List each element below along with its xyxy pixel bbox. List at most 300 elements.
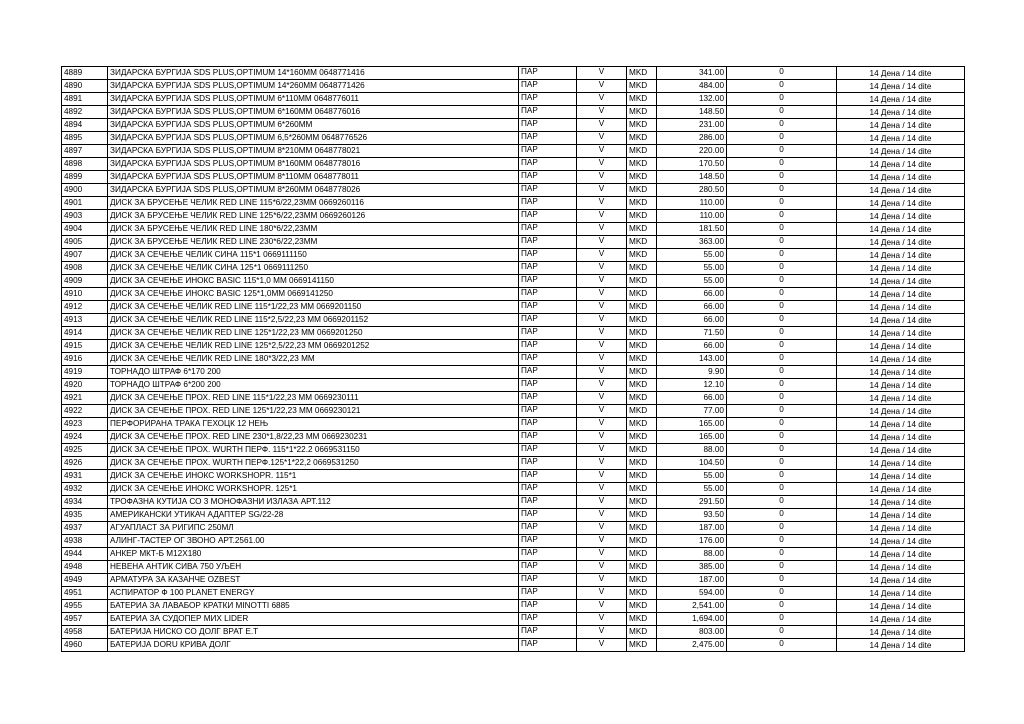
item-code: 4920 [62,379,108,392]
item-price: 66.00 [657,392,727,405]
item-quantity: 0 [727,405,837,418]
item-flag: V [577,184,627,197]
item-price: 143.00 [657,353,727,366]
item-currency: MKD [627,353,657,366]
item-price: 104.50 [657,457,727,470]
item-price: 363.00 [657,236,727,249]
item-code: 4910 [62,288,108,301]
item-code: 4932 [62,483,108,496]
item-name: ДИСК ЗА СЕЧЕЊЕ ПРОХ. WURTH ПЕРФ. 115*1*22.2 0669531150 [108,444,519,457]
item-delivery-term: 14 Дена / 14 dite [837,184,965,197]
item-flag: V [577,301,627,314]
item-code: 4938 [62,535,108,548]
table-body [62,67,965,652]
item-unit: ПАР [519,366,577,379]
table-row [62,314,965,327]
item-name: ТОРНАДО ШТРАФ 6*170 200 [108,366,519,379]
item-delivery-term: 14 Дена / 14 dite [837,106,965,119]
item-name: ДИСК ЗА СЕЧЕЊЕ ЧЕЛИК RED LINE 115*2,5/22,23 ММ 0669201152 [108,314,519,327]
item-delivery-term: 14 Дена / 14 dite [837,587,965,600]
item-code: 4960 [62,639,108,652]
item-name: ЗИДАРСКА БУРГИЈА SDS PLUS,OPTIMUM 6*260ММ [108,119,519,132]
item-unit: ПАР [519,236,577,249]
item-name: АСПИРАТОР Ф 100 PLANET ENERGY [108,587,519,600]
item-flag: V [577,314,627,327]
item-unit: ПАР [519,197,577,210]
item-delivery-term: 14 Дена / 14 dite [837,145,965,158]
item-price: 110.00 [657,197,727,210]
item-quantity: 0 [727,327,837,340]
item-flag: V [577,444,627,457]
item-delivery-term: 14 Дена / 14 dite [837,561,965,574]
item-price: 148.50 [657,106,727,119]
item-price: 55.00 [657,275,727,288]
table-row [62,288,965,301]
item-flag: V [577,119,627,132]
table-row [62,132,965,145]
table-row [62,340,965,353]
item-quantity: 0 [727,119,837,132]
item-flag: V [577,340,627,353]
table-row [62,574,965,587]
item-delivery-term: 14 Дена / 14 dite [837,522,965,535]
item-code: 4957 [62,613,108,626]
item-code: 4924 [62,431,108,444]
item-currency: MKD [627,548,657,561]
item-unit: ПАР [519,145,577,158]
table-row [62,210,965,223]
item-name: ДИСК ЗА СЕЧЕЊЕ ИНОКС BASIC 125*1,0ММ 0669141250 [108,288,519,301]
item-flag: V [577,548,627,561]
item-price: 165.00 [657,431,727,444]
item-price: 55.00 [657,483,727,496]
item-code: 4951 [62,587,108,600]
item-quantity: 0 [727,366,837,379]
item-name: БАТЕРИЈА НИСКО СО ДОЛГ ВРАТ Е.Т [108,626,519,639]
item-name: ДИСК ЗА СЕЧЕЊЕ ИНОКС WORKSHOPR. 125*1 [108,483,519,496]
item-flag: V [577,106,627,119]
item-currency: MKD [627,639,657,652]
item-name: ЗИДАРСКА БУРГИЈА SDS PLUS,OPTIMUM 14*160ММ 0648771416 [108,67,519,80]
item-unit: ПАР [519,67,577,80]
table-row [62,275,965,288]
item-flag: V [577,67,627,80]
item-name: ДИСК ЗА СЕЧЕЊЕ ЧЕЛИК RED LINE 115*1/22,23 ММ 0669201150 [108,301,519,314]
item-unit: ПАР [519,327,577,340]
item-code: 4905 [62,236,108,249]
item-price: 385.00 [657,561,727,574]
item-name: ДИСК ЗА БРУСЕЊЕ ЧЕЛИК RED LINE 125*6/22,23ММ 0669260126 [108,210,519,223]
item-unit: ПАР [519,210,577,223]
item-flag: V [577,275,627,288]
item-quantity: 0 [727,457,837,470]
table-row [62,613,965,626]
item-flag: V [577,392,627,405]
item-flag: V [577,561,627,574]
item-quantity: 0 [727,496,837,509]
table-row [62,405,965,418]
item-code: 4955 [62,600,108,613]
item-code: 4891 [62,93,108,106]
item-code: 4897 [62,145,108,158]
item-unit: ПАР [519,600,577,613]
item-flag: V [577,470,627,483]
item-code: 4903 [62,210,108,223]
item-name: ДИСК ЗА СЕЧЕЊЕ ПРОХ. RED LINE 125*1/22,23 ММ 0669230121 [108,405,519,418]
table-row [62,561,965,574]
item-currency: MKD [627,431,657,444]
table-row [62,106,965,119]
item-currency: MKD [627,496,657,509]
item-flag: V [577,639,627,652]
item-flag: V [577,80,627,93]
item-delivery-term: 14 Дена / 14 dite [837,119,965,132]
item-code: 4890 [62,80,108,93]
table-row [62,223,965,236]
item-delivery-term: 14 Дена / 14 dite [837,639,965,652]
item-currency: MKD [627,301,657,314]
item-delivery-term: 14 Дена / 14 dite [837,197,965,210]
item-code: 4904 [62,223,108,236]
item-quantity: 0 [727,431,837,444]
item-delivery-term: 14 Дена / 14 dite [837,223,965,236]
item-currency: MKD [627,535,657,548]
item-unit: ПАР [519,275,577,288]
item-code: 4949 [62,574,108,587]
item-name: БАТЕРИА ЗА ЛАВАБОР КРАТКИ MINOTTI 6885 [108,600,519,613]
item-code: 4919 [62,366,108,379]
item-delivery-term: 14 Дена / 14 dite [837,496,965,509]
table-row [62,639,965,652]
item-name: ДИСК ЗА СЕЧЕЊЕ ЧЕЛИК RED LINE 125*1/22,23 ММ 0669201250 [108,327,519,340]
item-price: 55.00 [657,249,727,262]
table-row [62,301,965,314]
item-unit: ПАР [519,353,577,366]
item-delivery-term: 14 Дена / 14 dite [837,275,965,288]
item-quantity: 0 [727,249,837,262]
item-unit: ПАР [519,535,577,548]
item-unit: ПАР [519,418,577,431]
item-price: 220.00 [657,145,727,158]
item-quantity: 0 [727,535,837,548]
item-unit: ПАР [519,288,577,301]
item-name: НЕВЕНА АНТИК СИВА 750 УЉЕН [108,561,519,574]
item-flag: V [577,405,627,418]
item-flag: V [577,613,627,626]
item-name: БАТЕРИЈА DORU КРИВА ДОЛГ [108,639,519,652]
item-flag: V [577,158,627,171]
item-code: 4895 [62,132,108,145]
item-price: 594.00 [657,587,727,600]
item-name: ЗИДАРСКА БУРГИЈА SDS PLUS,OPTIMUM 8*160ММ 0648778016 [108,158,519,171]
item-currency: MKD [627,366,657,379]
item-flag: V [577,600,627,613]
item-flag: V [577,262,627,275]
item-quantity: 0 [727,639,837,652]
item-currency: MKD [627,600,657,613]
item-code: 4922 [62,405,108,418]
item-currency: MKD [627,379,657,392]
item-flag: V [577,379,627,392]
item-code: 4916 [62,353,108,366]
item-flag: V [577,93,627,106]
item-quantity: 0 [727,314,837,327]
item-quantity: 0 [727,626,837,639]
item-unit: ПАР [519,639,577,652]
item-name: ТРОФАЗНА КУТИЈА СО 3 МОНОФАЗНИ ИЗЛАЗА АРТ.112 [108,496,519,509]
item-unit: ПАР [519,184,577,197]
item-unit: ПАР [519,93,577,106]
item-price: 2,541.00 [657,600,727,613]
item-currency: MKD [627,509,657,522]
item-unit: ПАР [519,405,577,418]
table-row [62,587,965,600]
item-unit: ПАР [519,262,577,275]
item-code: 4931 [62,470,108,483]
item-name: ЗИДАРСКА БУРГИЈА SDS PLUS,OPTIMUM 8*260ММ 0648778026 [108,184,519,197]
item-delivery-term: 14 Дена / 14 dite [837,327,965,340]
table-row [62,509,965,522]
item-delivery-term: 14 Дена / 14 dite [837,457,965,470]
item-quantity: 0 [727,418,837,431]
item-quantity: 0 [727,275,837,288]
item-quantity: 0 [727,210,837,223]
item-currency: MKD [627,418,657,431]
item-code: 4926 [62,457,108,470]
table-row [62,236,965,249]
table-row [62,184,965,197]
item-price: 148.50 [657,171,727,184]
item-currency: MKD [627,119,657,132]
table-row [62,262,965,275]
item-unit: ПАР [519,444,577,457]
item-price: 170.50 [657,158,727,171]
item-price: 88.00 [657,444,727,457]
item-currency: MKD [627,171,657,184]
item-delivery-term: 14 Дена / 14 dite [837,340,965,353]
table-row [62,67,965,80]
item-code: 4915 [62,340,108,353]
item-price: 93.50 [657,509,727,522]
item-price: 484.00 [657,80,727,93]
item-currency: MKD [627,587,657,600]
item-currency: MKD [627,561,657,574]
item-flag: V [577,145,627,158]
item-quantity: 0 [727,288,837,301]
item-code: 4923 [62,418,108,431]
item-price: 341.00 [657,67,727,80]
item-unit: ПАР [519,548,577,561]
item-delivery-term: 14 Дена / 14 dite [837,418,965,431]
item-name: ДИСК ЗА СЕЧЕЊЕ ИНОКС BASIC 115*1,0 ММ 0669141150 [108,275,519,288]
item-unit: ПАР [519,340,577,353]
table-row [62,626,965,639]
table-row [62,496,965,509]
item-quantity: 0 [727,262,837,275]
item-price: 66.00 [657,340,727,353]
item-name: ЗИДАРСКА БУРГИЈА SDS PLUS,OPTIMUM 14*260ММ 0648771426 [108,80,519,93]
table-row [62,522,965,535]
item-price: 55.00 [657,470,727,483]
item-flag: V [577,509,627,522]
item-unit: ПАР [519,119,577,132]
item-unit: ПАР [519,158,577,171]
item-price: 132.00 [657,93,727,106]
item-code: 4907 [62,249,108,262]
item-delivery-term: 14 Дена / 14 dite [837,301,965,314]
item-quantity: 0 [727,574,837,587]
item-price: 9.90 [657,366,727,379]
item-price: 187.00 [657,574,727,587]
item-quantity: 0 [727,379,837,392]
table-row [62,158,965,171]
item-price: 12.10 [657,379,727,392]
item-delivery-term: 14 Дена / 14 dite [837,288,965,301]
item-flag: V [577,483,627,496]
item-price: 1,694.00 [657,613,727,626]
item-code: 4892 [62,106,108,119]
item-delivery-term: 14 Дена / 14 dite [837,249,965,262]
item-flag: V [577,223,627,236]
item-quantity: 0 [727,301,837,314]
item-flag: V [577,288,627,301]
item-unit: ПАР [519,431,577,444]
item-name: ДИСК ЗА СЕЧЕЊЕ ИНОКС WORKSHOPR. 115*1 [108,470,519,483]
item-flag: V [577,431,627,444]
item-price: 176.00 [657,535,727,548]
item-currency: MKD [627,327,657,340]
item-code: 4898 [62,158,108,171]
item-quantity: 0 [727,548,837,561]
item-price: 55.00 [657,262,727,275]
item-code: 4935 [62,509,108,522]
item-name: ЗИДАРСКА БУРГИЈА SDS PLUS,OPTIMUM 6,5*260ММ 0648776526 [108,132,519,145]
table-row [62,145,965,158]
item-price: 181.50 [657,223,727,236]
table-row [62,431,965,444]
table-row [62,327,965,340]
item-quantity: 0 [727,353,837,366]
item-code: 4921 [62,392,108,405]
item-delivery-term: 14 Дена / 14 dite [837,353,965,366]
table-row [62,444,965,457]
item-flag: V [577,249,627,262]
item-quantity: 0 [727,522,837,535]
item-delivery-term: 14 Дена / 14 dite [837,366,965,379]
item-currency: MKD [627,522,657,535]
item-unit: ПАР [519,457,577,470]
item-quantity: 0 [727,106,837,119]
item-currency: MKD [627,340,657,353]
item-price: 291.50 [657,496,727,509]
item-unit: ПАР [519,587,577,600]
item-currency: MKD [627,275,657,288]
item-quantity: 0 [727,171,837,184]
item-quantity: 0 [727,197,837,210]
item-flag: V [577,535,627,548]
item-name: ДИСК ЗА СЕЧЕЊЕ ЧЕЛИК RED LINE 180*3/22,23 ММ [108,353,519,366]
item-delivery-term: 14 Дена / 14 dite [837,470,965,483]
item-delivery-term: 14 Дена / 14 dite [837,262,965,275]
item-price: 110.00 [657,210,727,223]
item-delivery-term: 14 Дена / 14 dite [837,483,965,496]
item-currency: MKD [627,613,657,626]
item-unit: ПАР [519,132,577,145]
item-price: 71.50 [657,327,727,340]
item-delivery-term: 14 Дена / 14 dite [837,236,965,249]
item-currency: MKD [627,470,657,483]
item-currency: MKD [627,158,657,171]
table-row [62,379,965,392]
item-name: ДИСК ЗА СЕЧЕЊЕ ПРОХ. WURTH ПЕРФ.125*1*22,2 0669531250 [108,457,519,470]
table-row [62,600,965,613]
item-currency: MKD [627,457,657,470]
item-quantity: 0 [727,145,837,158]
item-flag: V [577,496,627,509]
item-code: 4912 [62,301,108,314]
item-currency: MKD [627,262,657,275]
item-unit: ПАР [519,171,577,184]
item-code: 4913 [62,314,108,327]
item-code: 4908 [62,262,108,275]
item-quantity: 0 [727,483,837,496]
table-row [62,249,965,262]
item-code: 4901 [62,197,108,210]
item-unit: ПАР [519,613,577,626]
item-name: АРМАТУРА ЗА КАЗАНЧЕ OZBEST [108,574,519,587]
item-flag: V [577,353,627,366]
item-delivery-term: 14 Дена / 14 dite [837,574,965,587]
item-currency: MKD [627,444,657,457]
item-name: ЗИДАРСКА БУРГИЈА SDS PLUS,OPTIMUM 6*160ММ 0648776016 [108,106,519,119]
item-name: ДИСК ЗА СЕЧЕЊЕ ЧЕЛИК RED LINE 125*2,5/22,23 ММ 0669201252 [108,340,519,353]
item-currency: MKD [627,288,657,301]
item-flag: V [577,327,627,340]
item-delivery-term: 14 Дена / 14 dite [837,613,965,626]
item-currency: MKD [627,210,657,223]
item-currency: MKD [627,223,657,236]
item-currency: MKD [627,249,657,262]
item-flag: V [577,522,627,535]
item-currency: MKD [627,67,657,80]
item-price: 165.00 [657,418,727,431]
item-currency: MKD [627,483,657,496]
item-price: 2,475.00 [657,639,727,652]
item-unit: ПАР [519,106,577,119]
item-quantity: 0 [727,613,837,626]
item-code: 4889 [62,67,108,80]
item-name: АНКЕР МКТ-Б М12Х180 [108,548,519,561]
item-delivery-term: 14 Дена / 14 dite [837,626,965,639]
item-name: ЗИДАРСКА БУРГИЈА SDS PLUS,OPTIMUM 8*210ММ 0648778021 [108,145,519,158]
item-quantity: 0 [727,444,837,457]
item-delivery-term: 14 Дена / 14 dite [837,93,965,106]
item-currency: MKD [627,574,657,587]
item-delivery-term: 14 Дена / 14 dite [837,314,965,327]
item-delivery-term: 14 Дена / 14 dite [837,548,965,561]
item-price: 803.00 [657,626,727,639]
item-currency: MKD [627,626,657,639]
item-name: ДИСК ЗА БРУСЕЊЕ ЧЕЛИК RED LINE 180*6/22,23ММ [108,223,519,236]
item-price: 66.00 [657,314,727,327]
item-code: 4899 [62,171,108,184]
item-quantity: 0 [727,587,837,600]
item-unit: ПАР [519,470,577,483]
table-row [62,483,965,496]
item-quantity: 0 [727,223,837,236]
item-code: 4909 [62,275,108,288]
item-unit: ПАР [519,626,577,639]
